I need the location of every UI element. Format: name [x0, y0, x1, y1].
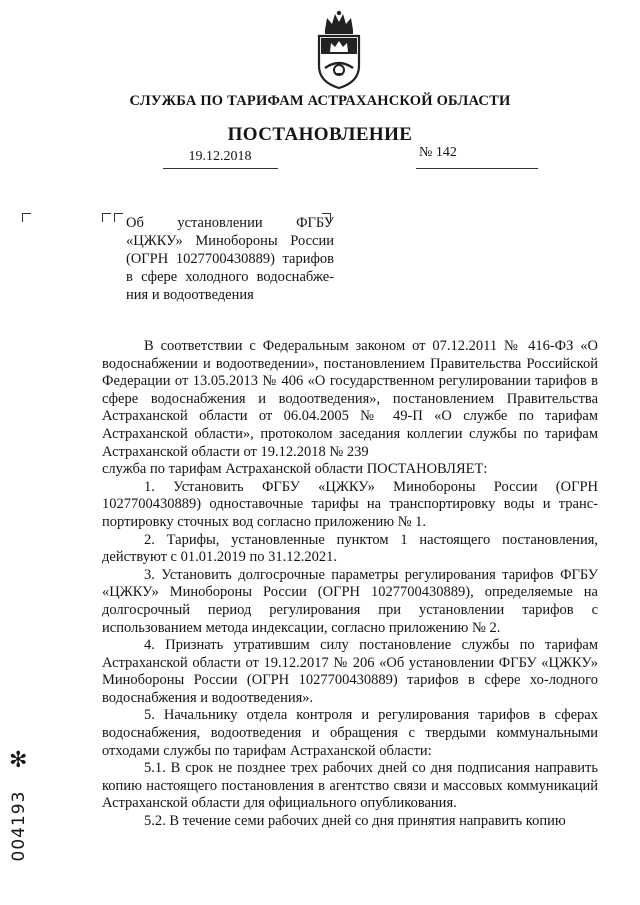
item-paragraph: 5.1. В срок не позднее трех рабочих дней со дня подписания направить копию настоящего постановления в агентство связи и массовых коммуникаций Астраханской области для официального опубликования.: [102, 760, 598, 812]
number-underline: [416, 168, 538, 169]
coat-of-arms-icon: [315, 8, 363, 90]
registration-code: 004193: [9, 790, 29, 862]
item-paragraph: 3. Установить долгосрочные параметры регулирования тарифов ФГБУ «ЦЖКУ» Минобороны России (ОГРН 1027700430889), определяемые на долгосрочный период регулирования при установлении тарифов с использованием метода индексации, согласно приложению № 2.: [102, 566, 598, 636]
date-underline: [163, 168, 278, 169]
document-type-title: ПОСТАНОВЛЕНИЕ: [227, 124, 413, 145]
item-paragraph: 5. Начальнику отдела контроля и регулирования тарифов в сферах водоснабжения, водоотведения и обращения с твердыми коммунальными отходами службы по тарифам Астраханской области:: [102, 707, 598, 759]
document-body: [102, 338, 598, 831]
margin-corner-mark: [22, 213, 31, 222]
document-number: № 142: [419, 145, 457, 160]
asterisk-icon: ✻: [9, 748, 28, 773]
subject-corner-mark: [102, 213, 111, 222]
document-date: 19.12.2018: [188, 149, 252, 164]
organization-name: СЛУЖБА ПО ТАРИФАМ АСТРАХАНСКОЙ ОБЛАСТИ: [129, 93, 511, 109]
item-paragraph: 4. Признать утратившим силу постановление службы по тарифам Астраханской области от 19.12.2017 № 206 «Об установлении ФГБУ «ЦЖКУ» Минобороны России (ОГРН 1027700430889) тарифов в сфере хо-лодного водоснабжения и водоотведения».: [102, 637, 598, 706]
document-subject: Об установлении ФГБУ «ЦЖКУ» Минобороны России (ОГРН 1027700430889) тарифов в сфере холодного водоснабже-ния и водоотведения: [126, 215, 334, 303]
resolves-line: служба по тарифам Астраханской области ПОСТАНОВЛЯЕТ:: [102, 461, 488, 478]
item-paragraph: 2. Тарифы, установленные пунктом 1 настоящего постановления, действуют с 01.01.2019 по 31.12.2021.: [102, 531, 598, 566]
preamble-paragraph: В соответствии с Федеральным законом от 07.12.2011 № 416-ФЗ «О водоснабжении и водоотведении», постановлением Правительства Российской Федерации от 13.05.2013 № 406 «О государственном регулировании тарифов в сфере водоснабжения и водоотведения», постановлением Правительства Астраханской области от 06.04.2005 № 49-П «О службе по тарифам Астраханской области», протоколом заседания коллегии службы по тарифам Астраханской области от 19.12.2018 № 239: [102, 338, 598, 460]
item-paragraph: 5.2. В течение семи рабочих дней со дня принятия направить копию: [144, 813, 566, 830]
subject-corner-mark: [114, 213, 123, 222]
item-paragraph: 1. Установить ФГБУ «ЦЖКУ» Минобороны России (ОГРН 1027700430889) одноставочные тарифы на транспортировку воды и транс-портировку сточных вод согласно приложению № 1.: [102, 478, 598, 530]
registration-stamp: [7, 748, 31, 868]
